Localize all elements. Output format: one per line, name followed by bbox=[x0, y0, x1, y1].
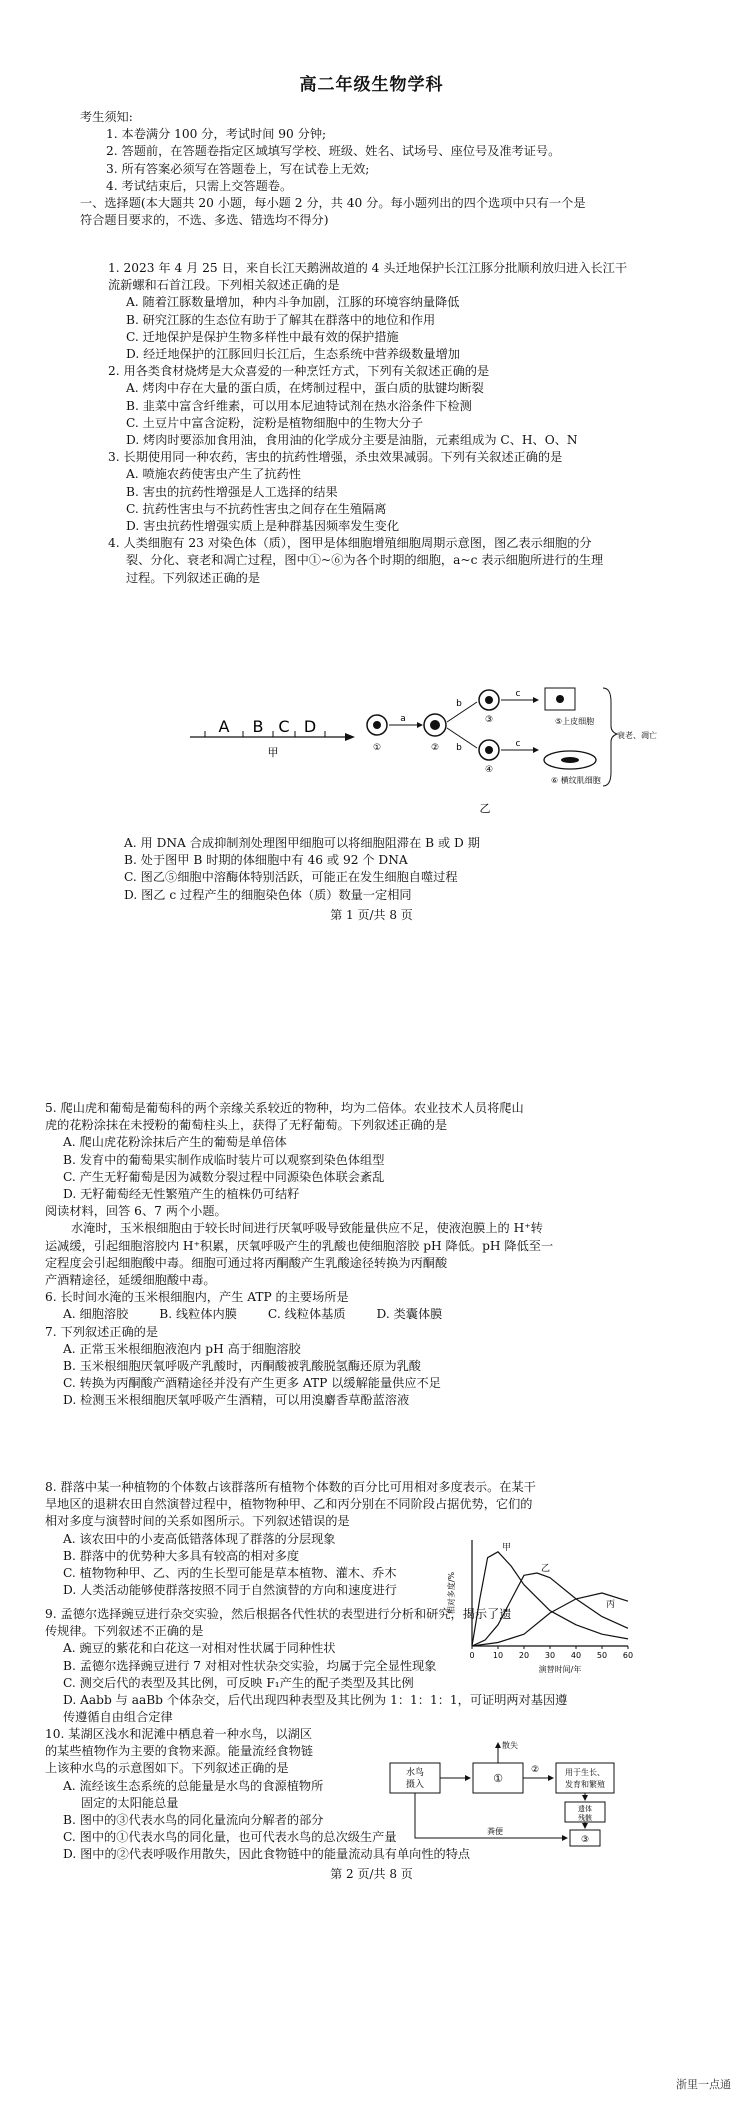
q8-option-a: A. 该农田中的小麦高低错落体现了群落的分层现象 bbox=[63, 1531, 336, 1546]
q8-option-c: C. 植物物种甲、乙、丙的生长型可能是草本植物、灌木、乔木 bbox=[63, 1566, 397, 1581]
flow-intake-line2: 摄入 bbox=[405, 1780, 425, 1790]
q5-option-b: B. 发育中的葡萄果实制作成临时装片可以观察到染色体组型 bbox=[63, 1152, 385, 1167]
x-tick-label: 50 bbox=[596, 1651, 608, 1660]
q2-option-a: A. 烤肉中存在大量的蛋白质，在烤制过程中，蛋白质的肽键均断裂 bbox=[126, 381, 484, 396]
notice-2: 2. 答题前，在答题卷指定区域填写学校、班级、姓名、试场号、座位号及准考证号。 bbox=[106, 144, 561, 159]
q7-stem: 7. 下列叙述正确的是 bbox=[45, 1324, 159, 1339]
notice-1: 1. 本卷满分 100 分，考试时间 90 分钟; bbox=[106, 127, 327, 142]
q9-option-c: C. 测交后代的表型及其比例，可反映 F₁产生的配子类型及其比例 bbox=[63, 1675, 414, 1690]
q4-stem-3: 过程。下列叙述正确的是 bbox=[126, 570, 261, 585]
flow-growth-line2: 发育和繁殖 bbox=[565, 1780, 605, 1789]
q5-option-c: C. 产生无籽葡萄是因为减数分裂过程中同源染色体联会紊乱 bbox=[63, 1169, 385, 1184]
x-tick-label: 0 bbox=[469, 1651, 475, 1660]
q9-stem: 9. 孟德尔选择豌豆进行杂交实验，然后根据各代性状的表型进行分析和研究，揭示了遗 bbox=[45, 1607, 512, 1621]
q2-option-d: D. 烤肉时要添加食用油，食用油的化学成分主要是油脂，元素组成为 C、H、O、N bbox=[126, 433, 578, 448]
x-tick-label: 10 bbox=[492, 1651, 504, 1660]
exam-page-1 bbox=[0, 0, 743, 930]
q10-option-b: B. 图中的③代表水鸟的同化量流向分解者的部分 bbox=[63, 1813, 324, 1828]
q1-stem-2: 流新螺和石首江段。下列相关叙述正确的是 bbox=[108, 278, 340, 293]
q7-option-b: B. 玉米根细胞厌氧呼吸产乳酸时，丙酮酸被乳酸脱氢酶还原为乳酸 bbox=[63, 1359, 421, 1374]
jia-label-c: C bbox=[278, 717, 290, 736]
x-tick-label: 40 bbox=[570, 1651, 582, 1660]
notice-block bbox=[80, 109, 586, 229]
q5-option-d: D. 无籽葡萄经无性繁殖产生的植株仍可结籽 bbox=[63, 1187, 300, 1202]
notice-4: 4. 考试结束后，只需上交答题卷。 bbox=[106, 178, 293, 193]
flow-remains-line1: 遗体 bbox=[578, 1805, 592, 1813]
yi-cell-3: ③ bbox=[484, 715, 494, 725]
q10-option-a: A. 流经该生态系统的总能量是水鸟的食源植物所 bbox=[63, 1778, 324, 1793]
q10-option-a-cont: 固定的太阳能总量 bbox=[81, 1795, 179, 1810]
yi-cell-5-label: ⑤上皮细胞 bbox=[555, 717, 595, 726]
reading-text-4: 产酒精途径，延缓细胞酸中毒。 bbox=[45, 1273, 216, 1288]
figure-jia bbox=[185, 700, 375, 770]
q2-stem: 2. 用各类食材烧烤是大众喜爱的一种烹饪方式，下列有关叙述正确的是 bbox=[108, 364, 490, 379]
exam-page-2 bbox=[0, 1060, 743, 2102]
q7-option-c: C. 转换为丙酮酸产酒精途径并没有产生更多 ATP 以缓解能量供应不足 bbox=[63, 1376, 441, 1391]
q6-options: A. 细胞溶胶 B. 线粒体内膜 C. 线粒体基质 D. 类囊体膜 bbox=[63, 1307, 443, 1322]
question-block-5-7 bbox=[45, 1100, 553, 1410]
q1-option-d: D. 经迁地保护的江豚回归长江后，生态系统中营养级数量增加 bbox=[126, 347, 460, 362]
notice-head: 考生须知: bbox=[80, 110, 133, 124]
q9-option-d: D. Aabb 与 aaBb 个体杂交，后代出现四种表型及其比例为 1：1：1：1，可证明两对基因遵 bbox=[63, 1693, 568, 1708]
q1-stem: 1. 2023 年 4 月 25 日，来自长江天鹅洲故道的 4 头迁地保护长江江豚分批顺利放归进入长江干 bbox=[108, 261, 628, 275]
q1-option-a: A. 随着江豚数量增加，种内斗争加剧，江豚的环境容纳量降低 bbox=[126, 295, 460, 310]
x-tick-label: 30 bbox=[544, 1651, 556, 1660]
jia-label-d: D bbox=[303, 717, 317, 736]
question-block-9 bbox=[45, 1606, 567, 1726]
yi-brace-label: 衰老、凋亡 bbox=[617, 731, 657, 740]
q9-option-d-cont: 传遵循自由组合定律 bbox=[63, 1710, 173, 1725]
yi-cell-1: ① bbox=[372, 743, 382, 753]
jia-caption: 甲 bbox=[267, 746, 279, 759]
q8-stem-2: 旱地区的退耕农田自然演替过程中，植物物种甲、乙和丙分别在不同阶段占据优势，它们的 bbox=[45, 1497, 533, 1512]
q4-option-b: B. 处于图甲 B 时期的体细胞中有 46 或 92 个 DNA bbox=[124, 853, 408, 868]
y-axis-label: 相对多度/% bbox=[447, 1571, 456, 1615]
q4-option-c: C. 图乙⑤细胞中溶酶体特别活跃，可能正在发生细胞自噬过程 bbox=[124, 870, 458, 885]
question-1 bbox=[108, 260, 627, 587]
figure-yi bbox=[365, 680, 657, 830]
q4-stem-2: 裂、分化、衰老和凋亡过程，图中①~⑥为各个时期的细胞，a~c 表示细胞所进行的生理 bbox=[126, 553, 604, 568]
flow-remains-line2: 残骸 bbox=[578, 1814, 592, 1822]
page-title: 高二年级生物学科 bbox=[299, 75, 444, 95]
q4-option-a: A. 用 DNA 合成抑制剂处理图甲细胞可以将细胞阻滞在 B 或 D 期 bbox=[124, 836, 480, 850]
q5-stem-2: 虎的花粉涂抹在未授粉的葡萄柱头上，获得了无籽葡萄。下列叙述正确的是 bbox=[45, 1118, 448, 1133]
yi-arrow-b2: b bbox=[456, 743, 462, 753]
yi-cell-2: ② bbox=[430, 743, 440, 753]
reading-text-3: 定程度会引起细胞酸中毒。细胞可通过将丙酮酸产生乳酸途径转换为丙酮酸 bbox=[45, 1255, 448, 1270]
flow-box-1: ① bbox=[493, 1772, 503, 1785]
q9-option-b: B. 孟德尔选择豌豆进行 7 对相对性状杂交实验，均属于完全显性现象 bbox=[63, 1658, 437, 1673]
q8-stem: 8. 群落中某一种植物的个体数占该群落所有植物个体数的百分比可用相对多度表示。在某干 bbox=[45, 1480, 536, 1494]
q1-option-c: C. 迁地保护是保护生物多样性中最有效的保护措施 bbox=[126, 329, 399, 344]
q2-option-b: B. 韭菜中富含纤维素，可以用本尼迪特试剂在热水浴条件下检测 bbox=[126, 398, 472, 413]
reading-text-1: 水淹时，玉米根细胞由于较长时间进行厌氧呼吸导致能量供应不足，使液泡膜上的 H⁺转 bbox=[71, 1221, 543, 1236]
q8-option-b: B. 群落中的优势种大多具有较高的相对多度 bbox=[63, 1548, 300, 1563]
jia-label-b: B bbox=[252, 717, 264, 736]
reading-intro: 阅读材料，回答 6、7 两个小题。 bbox=[45, 1204, 227, 1219]
page-footer-1: 第 1 页/共 8 页 bbox=[330, 908, 413, 922]
yi-cell-4: ④ bbox=[484, 765, 494, 775]
q9-stem-2: 传规律。下列叙述不正确的是 bbox=[45, 1624, 204, 1639]
q2-option-c: C. 土豆片中富含淀粉，淀粉是植物细胞中的生物大分子 bbox=[126, 415, 423, 430]
q4-options bbox=[124, 835, 480, 904]
q7-option-a: A. 正常玉米根细胞液泡内 pH 高于细胞溶胶 bbox=[63, 1341, 301, 1356]
q3-option-c: C. 抗药性害虫与不抗药性害虫之间存在生殖隔离 bbox=[126, 501, 387, 516]
flow-label-2: ② bbox=[530, 1765, 540, 1775]
q6-stem: 6. 长时间水淹的玉米根细胞内，产生 ATP 的主要场所是 bbox=[45, 1290, 349, 1305]
x-tick-label: 60 bbox=[622, 1651, 634, 1660]
series-label-3: 丙 bbox=[606, 1600, 616, 1610]
q8-stem-3: 相对多度与演替时间的关系如图所示。下列叙述错误的是 bbox=[45, 1514, 350, 1529]
yi-arrow-b1: b bbox=[456, 699, 462, 709]
energy-flow-diagram bbox=[385, 1738, 675, 1848]
yi-caption: 乙 bbox=[479, 802, 491, 815]
q3-stem: 3. 长期使用同一种农药，害虫的抗药性增强，杀虫效果减弱。下列有关叙述正确的是 bbox=[108, 450, 563, 465]
flow-loss-label: 散失 bbox=[502, 1741, 518, 1750]
q4-stem: 4. 人类细胞有 23 对染色体（质），图甲是体细胞增殖细胞周期示意图，图乙表示细胞的分 bbox=[108, 536, 592, 551]
flow-box-3: ③ bbox=[580, 1835, 590, 1845]
q4-option-d: D. 图乙 c 过程产生的细胞染色体（质）数量一定相同 bbox=[124, 887, 412, 902]
q9-option-a: A. 豌豆的紫花和白花这一对相对性状属于同种性状 bbox=[63, 1641, 336, 1656]
jia-label-a: A bbox=[218, 717, 230, 736]
x-tick-label: 20 bbox=[518, 1651, 530, 1660]
reading-text-2: 运减缓，引起细胞溶胶内 H⁺积累，厌氧呼吸产生的乳酸也使细胞溶胶 pH 降低。pH 降低至一 bbox=[45, 1238, 554, 1253]
q10-option-c: C. 图中的①代表水鸟的同化量，也可代表水鸟的总次级生产量 bbox=[63, 1830, 397, 1845]
q5-stem: 5. 爬山虎和葡萄是葡萄科的两个亲缘关系较近的物种，均为二倍体。农业技术人员将爬山 bbox=[45, 1101, 524, 1115]
yi-arrow-c2: c bbox=[515, 739, 521, 749]
q7-option-d: D. 检测玉米根细胞厌氧呼吸产生酒精，可以用溴麝香草酚蓝溶液 bbox=[63, 1393, 410, 1408]
yi-arrow-c1: c bbox=[515, 689, 521, 699]
q8-option-d: D. 人类活动能够使群落按照不同于自然演替的方向和速度进行 bbox=[63, 1583, 397, 1598]
q10-stem-3: 上该种水鸟的示意图如下。下列叙述正确的是 bbox=[45, 1761, 289, 1776]
series-label-2: 乙 bbox=[541, 1563, 551, 1574]
flow-intake-line1: 水鸟 bbox=[405, 1768, 425, 1778]
yi-arrow-a: a bbox=[400, 714, 406, 724]
q10-stem-2: 的某些植物作为主要的食物来源。能量流经食物链 bbox=[45, 1744, 314, 1759]
q3-option-d: D. 害虫抗药性增强实质上是种群基因频率发生变化 bbox=[126, 519, 400, 534]
series-label-1: 甲 bbox=[502, 1542, 512, 1553]
section-heading-2: 符合题目要求的，不选、多选、错选均不得分) bbox=[80, 213, 329, 228]
flow-feces-label: 粪便 bbox=[487, 1827, 503, 1836]
flow-growth-line1: 用于生长、 bbox=[565, 1768, 605, 1777]
section-heading: 一、选择题(本大题共 20 小题，每小题 2 分，共 40 分。每小题列出的四个选项中只有一个是 bbox=[80, 196, 586, 211]
watermark: 浙里一点通 bbox=[676, 2078, 731, 2091]
page-footer-2: 第 2 页/共 8 页 bbox=[330, 1867, 413, 1881]
notice-3: 3. 所有答案必须写在答题卷上，写在试卷上无效; bbox=[106, 161, 370, 176]
x-axis-label: 演替时间/年 bbox=[538, 1665, 582, 1674]
q5-option-a: A. 爬山虎花粉涂抹后产生的葡萄是单倍体 bbox=[63, 1135, 287, 1150]
q10-option-d: D. 图中的②代表呼吸作用散失，因此食物链中的能量流动具有单向性的特点 bbox=[63, 1847, 471, 1862]
q10-stem: 10. 某湖区浅水和泥滩中栖息着一种水鸟，以湖区 bbox=[45, 1727, 313, 1741]
q3-option-b: B. 害虫的抗药性增强是人工选择的结果 bbox=[126, 484, 338, 499]
q3-option-a: A. 喷施农药使害虫产生了抗药性 bbox=[126, 467, 301, 482]
yi-cell-6-label: ⑥ 横纹肌细胞 bbox=[551, 776, 601, 785]
q1-option-b: B. 研究江豚的生态位有助于了解其在群落中的地位和作用 bbox=[126, 312, 436, 327]
